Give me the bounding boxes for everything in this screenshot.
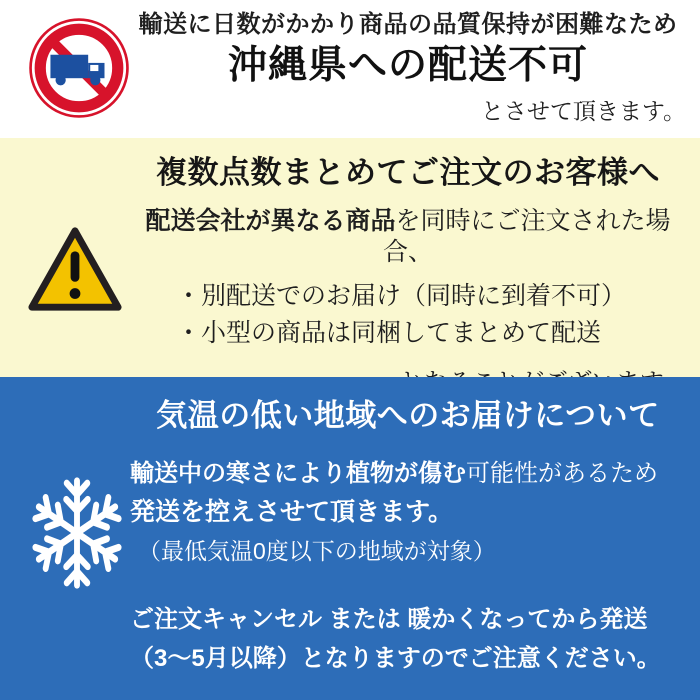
intro-bold-text: 配送会社が異なる商品 xyxy=(145,206,396,235)
section-cold-regions xyxy=(0,377,700,700)
intro-rest-text: を同時にご注文された場合、 xyxy=(382,206,671,266)
okinawa-headline: 沖縄県への配送不可 xyxy=(227,44,588,88)
cold-regions-heading: 気温の低い地域へのお届けについて xyxy=(156,398,660,433)
shipping-hold-text: 発送を控えさせて頂きます。 xyxy=(130,497,454,526)
okinawa-text-block xyxy=(130,0,700,126)
bullet-combined-shipping: ・小型の商品は同梱してまとめて配送 xyxy=(176,318,602,347)
no-truck-sign-icon xyxy=(28,16,130,120)
warning-triangle-icon xyxy=(26,222,124,318)
temperature-condition-text: （最低気温0度以下の地域が対象） xyxy=(138,538,496,565)
snowflake-icon xyxy=(28,475,126,591)
section-okinawa-no-delivery xyxy=(0,0,700,138)
cold-risk-bold-text: 輸送中の寒さにより植物が傷む xyxy=(130,459,466,487)
cold-regions-text-block xyxy=(130,377,700,674)
cancel-or-delay-text: ご注文キャンセル または 暖かくなってから発送 xyxy=(130,606,648,634)
delay-period-text: （3～5月以降）となりますのでご注意ください。 xyxy=(130,644,661,672)
cold-risk-text xyxy=(130,458,686,489)
bullet-separate-delivery: ・別配送でのお届け（同時に到着不可） xyxy=(176,282,627,311)
multiple-orders-heading: 複数点数まとめてご注文のお客様へ xyxy=(156,155,660,190)
multiple-orders-intro xyxy=(130,206,686,269)
cold-risk-rest-text: 可能性があるため xyxy=(466,459,658,487)
okinawa-reason-text: 輸送に日数がかかり商品の品質保持が困難なため xyxy=(138,11,678,38)
multiple-orders-text-block xyxy=(130,138,700,397)
okinawa-closing-text: とさせて頂きます。 xyxy=(480,97,686,124)
multiple-orders-bullet-list xyxy=(130,278,686,351)
section-multiple-orders xyxy=(0,138,700,377)
